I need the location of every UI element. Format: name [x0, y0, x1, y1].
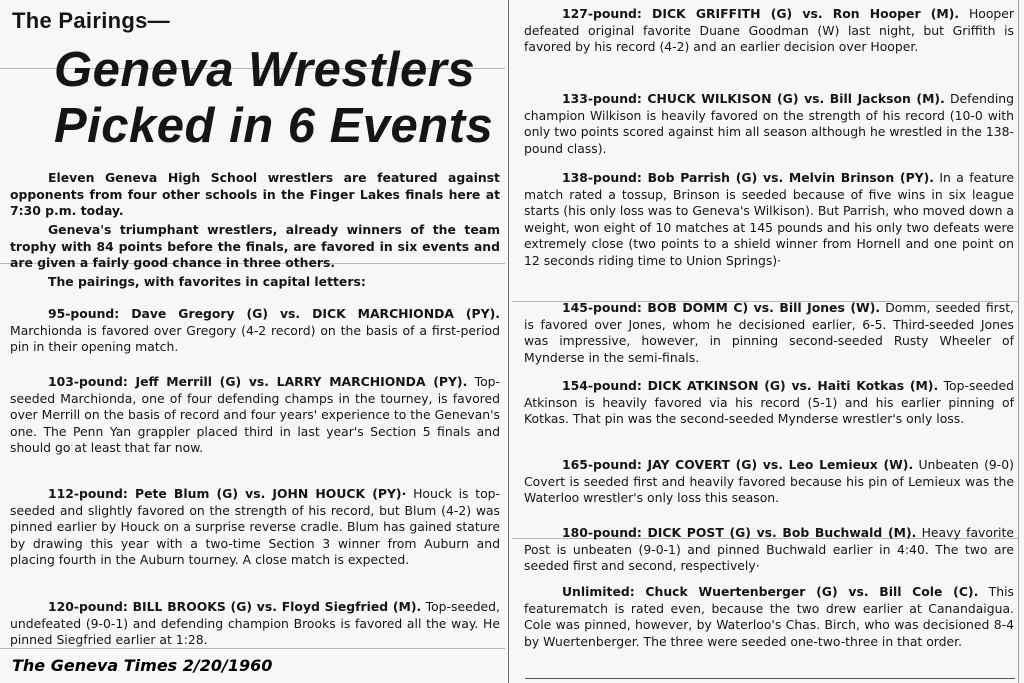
pairing-text: Unbeaten (9-0) Covert is seeded first and heavily favored because his pin of Lemieux was the Waterloo wrestler's only loss this season. [524, 457, 1014, 506]
pairing-lead: 133-pound: CHUCK WILKISON (G) vs. Bill Jackson (M). [562, 91, 945, 106]
pairing-103 [10, 374, 500, 457]
pairing-text: In a feature match rated a tossup, Brinson is seeded because of five wins in six league starts (his only loss was to Geneva's Wilkison). But Parrish, who moved down a weight, won eight of 10 matches at 145 pounds and his only two defeats were extremely close (two points to a shield winner from Hornell and one point on 12 seconds riding time to Union Springs)· [524, 170, 1014, 268]
intro-paragraph: The pairings, with favorites in capital letters: [48, 274, 366, 289]
pairing-lead: 165-pound: JAY COVERT (G) vs. Leo Lemieux (W). [562, 457, 914, 472]
pairing-unlimited [524, 584, 1014, 650]
pairing-112 [10, 486, 500, 569]
pairing-text: Top-seeded, undefeated (9-0-1) and defending champion Brooks is favored all the way. He pinned Siegfried earlier at 1:28. [10, 599, 500, 648]
pairing-text: Top-seeded Marchionda, one of four defending champs in the tourney, is favored over Merrill on the basis of record and four years' experience to the Genevan's one. The Penn Yan grappler placed third in last year's Section 5 finals and should go at least that far now. [10, 374, 500, 456]
pairing-lead: 138-pound: Bob Parrish (G) vs. Melvin Brinson (PY). [562, 170, 934, 185]
pairing-127 [524, 6, 1014, 56]
end-rule [525, 678, 1015, 679]
pairing-text: Defending champion Wilkison is heavily favored on the strength of his record (10-0 with only two points scored against him all season although he wrestled in the 138-pound class). [524, 91, 1015, 156]
pairing-165 [524, 457, 1014, 507]
pairing-lead: 103-pound: Jeff Merrill (G) vs. LARRY MARCHIONDA (PY). [48, 374, 468, 389]
source-caption: The Geneva Times 2/20/1960 [12, 656, 273, 675]
pairing-text: Houck is top-seeded and slightly favored on the strength of his record, but Blum (4-2) was pinned earlier by Houck on a surprise reverse cradle. Blum has gained stature by drawing this year with a two-time Section 3 winner from Auburn and placing fourth in the Auburn tourney. A close match is expected. [10, 486, 500, 568]
pairing-text: This featurematch is rated even, because the two drew earlier at Canandaigua. Cole was pinned, however, by Waterloo's Chas. Birch, who was decisioned 8-4 by Wuertenberger. The three were seeded one-two-three in that order. [524, 584, 1014, 649]
pairing-95 [10, 306, 500, 356]
pairing-lead: 112-pound: Pete Blum (G) vs. JOHN HOUCK (PY)· [48, 486, 407, 501]
pairing-lead: 120-pound: BILL BROOKS (G) vs. Floyd Siegfried (M). [48, 599, 422, 614]
intro-paragraph: Eleven Geneva High School wrestlers are featured against opponents from four other schools in the Finger Lakes finals here at 7:30 p.m. today. [10, 170, 500, 219]
column-divider [508, 0, 509, 683]
headline-line-1: Geneva Wrestlers [54, 43, 476, 97]
pairing-lead: 180-pound: DICK POST (G) vs. Bob Buchwald (M). [562, 525, 917, 540]
pairing-text: Marchionda is favored over Gregory (4-2 record) on the basis of a first-period pin in their opening match. [10, 322, 500, 355]
pairing-180 [524, 525, 1014, 575]
pairing-lead: Unlimited: Chuck Wuertenberger (G) vs. Bill Cole (C). [562, 584, 979, 599]
pairing-145 [524, 300, 1014, 366]
kicker: The Pairings— [12, 8, 170, 33]
headline [54, 42, 493, 154]
pairing-138 [524, 170, 1014, 270]
pairing-154 [524, 378, 1014, 428]
pairing-text: Top-seeded Atkinson is heavily favored via his record (5-1) and his earlier pinning of Kotkas. That pin was the second-seeded Mynderse wrestler's only loss. [524, 378, 1015, 427]
pairing-text: Heavy favorite Post is unbeaten (9-0-1) and pinned Buchwald earlier in 4:40. The two are seeded first and second, respectively· [524, 525, 1014, 574]
pairing-text: Hooper defeated original favorite Duane Goodman (W) last night, but Griffith is favored by his record (4-2) and an earlier decision over Hooper. [524, 6, 1014, 55]
intro-paragraph: Geneva's triumphant wrestlers, already winners of the team trophy with 84 points before the finals, are favored in six events and are given a fairly good chance in three others. [10, 222, 500, 271]
pairing-lead: 95-pound: Dave Gregory (G) vs. DICK MARCHIONDA (PY). [48, 306, 500, 321]
pairing-lead: 145-pound: BOB DOMM C) vs. Bill Jones (W). [562, 300, 881, 315]
pairing-120 [10, 599, 500, 649]
pairing-text: Domm, seeded first, is favored over Jones, whom he decisioned earlier, 6-5. Third-seeded Jones was impressive, however, in pinning second-seeded Rusty Wheeler of Mynderse in the semi-finals. [524, 300, 1014, 365]
pairing-133 [524, 91, 1014, 157]
headline-line-2: Picked in 6 Events [54, 99, 494, 153]
pairing-lead: 154-pound: DICK ATKINSON (G) vs. Haiti Kotkas (M). [562, 378, 939, 393]
right-edge-rule [1018, 0, 1019, 683]
pairing-lead: 127-pound: DICK GRIFFITH (G) vs. Ron Hooper (M). [562, 6, 960, 21]
